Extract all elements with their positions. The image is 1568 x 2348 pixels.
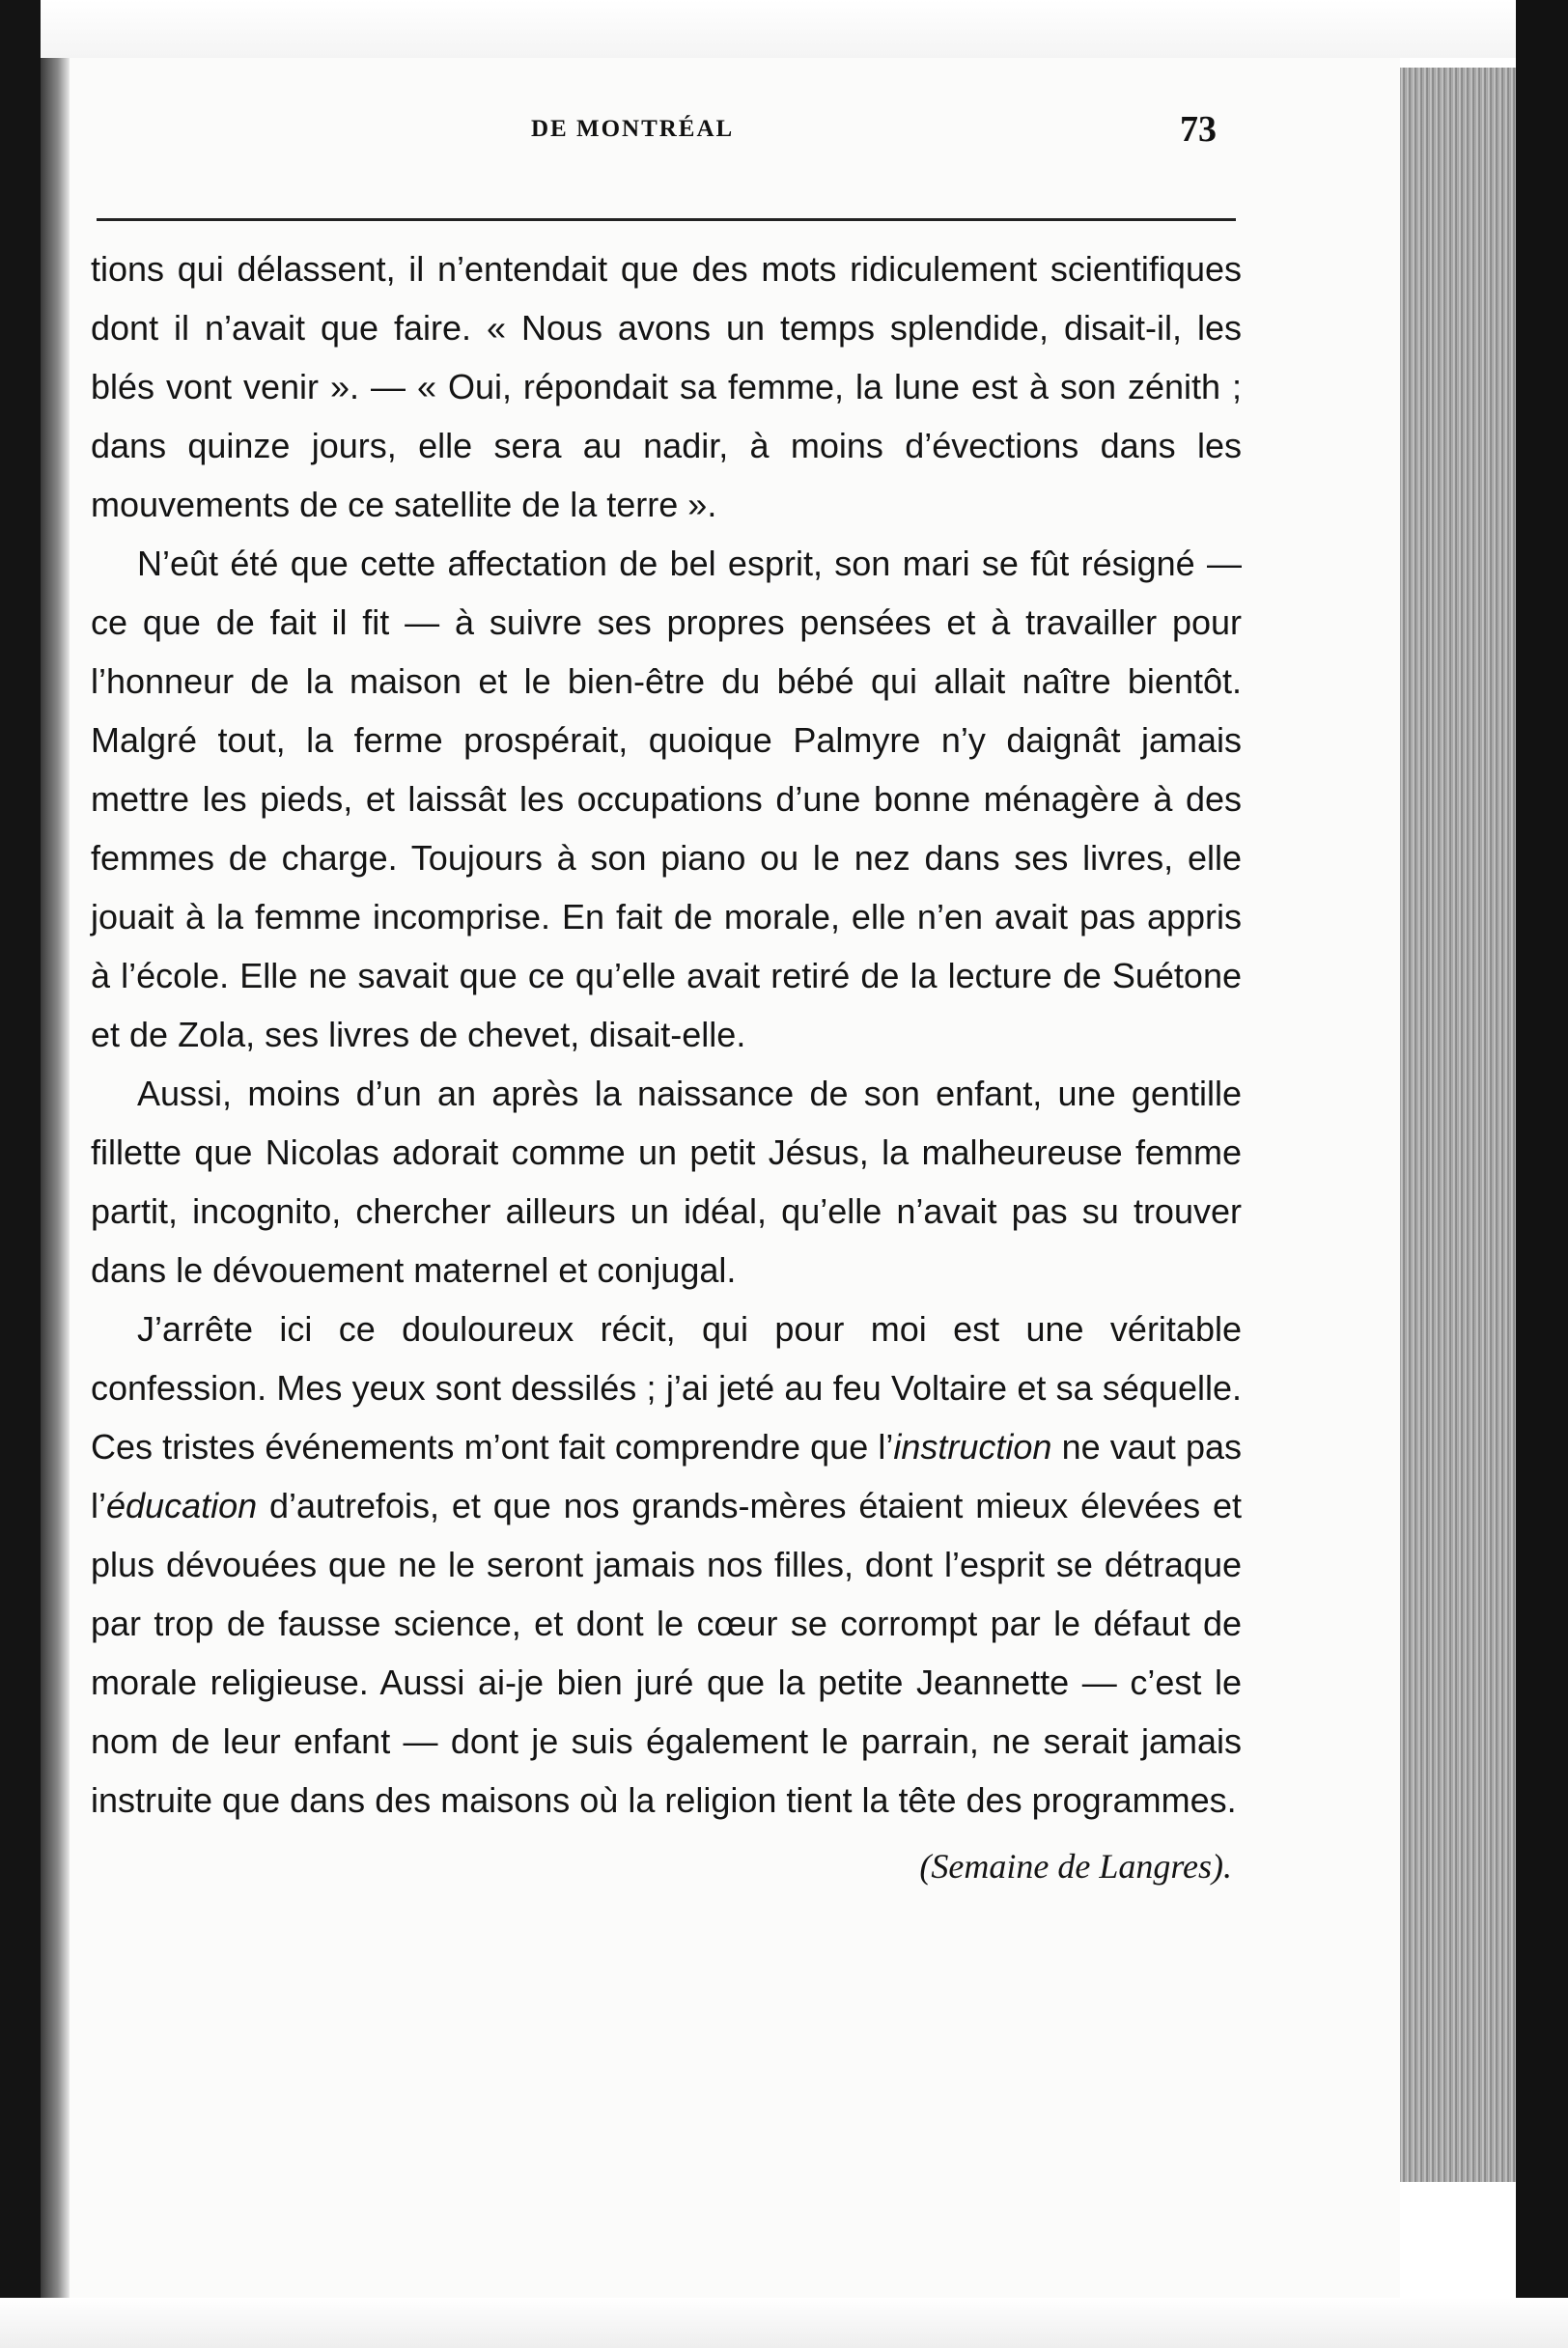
running-head: DE MONTRÉAL (531, 116, 735, 142)
scan-bottom-margin (0, 2298, 1568, 2348)
paragraph (91, 1300, 1242, 1830)
page-body (91, 239, 1242, 1896)
paragraph-text: d’autrefois, et que nos grands-mères étaient mieux élevées et plus dévouées que ne le seront jamais nos filles, dont l’esprit se détraque par trop de fausse science, et dont le cœur se corrompt par le défaut de morale religieuse. Aussi ai-je bien juré que la petite Jeannette — c’est le nom de leur enfant — dont je suis également le parrain, ne serait jamais instruite que dans des maisons où la religion tient la tête des programmes. (91, 1486, 1242, 1820)
book-gutter (41, 58, 70, 2348)
paragraph-text: ne vaut pas l’ (91, 1427, 1242, 1525)
italic-term: éducation (106, 1486, 258, 1525)
page-header (97, 109, 1236, 174)
paragraph: tions qui délassent, il n’entendait que des mots ridiculement scientifiques dont il n’avait que faire. « Nous avons un temps splendide, disait-il, les blés vont venir ». — « Oui, répondait sa femme, la lune est à son zénith ; dans quinze jours, elle sera au nadir, à moins d’évections dans les mouvements de ce satellite de la terre ». (91, 249, 1242, 524)
paragraph: Aussi, moins d’un an après la naissance de son enfant, une gentille fillette que Nicolas adorait comme un petit Jésus, la malheureuse femme partit, incognito, chercher ailleurs un idéal, qu’elle n’avait pas su trouver dans le dévouement maternel et conjugal. (91, 1074, 1242, 1290)
header-rule (97, 218, 1236, 221)
paragraph: N’eût été que cette affectation de bel esprit, son mari se fût résigné — ce que de fait il fit — à suivre ses propres pensées et à travailler pour l’honneur de la maison et le bien-être du bébé qui allait naître bientôt. Malgré tout, la ferme prospérait, quoique Palmyre n’y daignât jamais mettre les pieds, et laissât les occupations d’une bonne ménagère à des femmes de charge. Toujours à son piano ou le nez dans ses livres, elle jouait à la femme incomprise. En fait de morale, elle n’en avait pas appris à l’école. Elle ne savait que ce qu’elle avait retiré de la lecture de Suétone et de Zola, ses livres de chevet, disait-elle. (91, 544, 1242, 1054)
italic-term: instruction (893, 1427, 1052, 1467)
paragraph-text: J’arrête ici ce douloureux récit, qui pour moi est une véritable confession. Mes yeux sont dessilés ; j’ai jeté au feu Voltaire et sa séquelle. Ces tristes événements m’ont fait comprendre que l’ (91, 1309, 1242, 1467)
scan-left-border (0, 0, 41, 2348)
page-number: 73 (1180, 109, 1217, 150)
source-citation: (Semaine de Langres). (919, 1847, 1232, 1886)
book-page-edges (1400, 68, 1516, 2182)
scan-top-margin (0, 0, 1568, 58)
scan-right-border (1516, 0, 1568, 2348)
